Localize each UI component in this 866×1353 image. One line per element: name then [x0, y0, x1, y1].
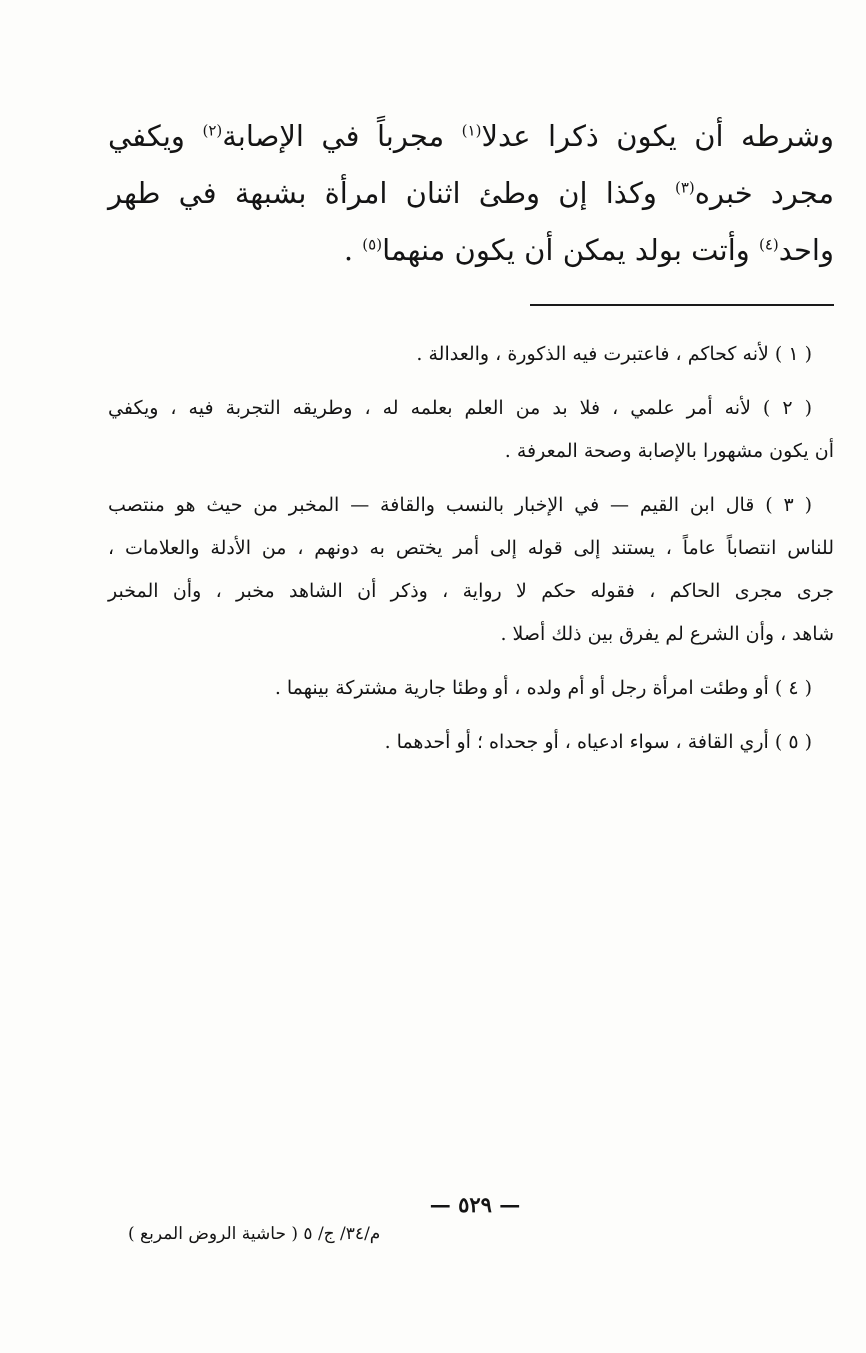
footnote-5 — [108, 721, 834, 764]
footnote-divider — [530, 304, 834, 306]
footnotes-section — [108, 333, 834, 775]
footnote-ref-3[interactable]: (٣) — [675, 178, 695, 197]
main-text-segment: واحد — [778, 233, 834, 267]
footnote-line: جرى مجرى الحاكم ، فقوله حكم لا رواية ، وذكر أن الشاهد مخبر ، وأن المخبر — [108, 580, 834, 602]
main-line-2 — [108, 165, 834, 222]
main-line-3 — [108, 222, 834, 279]
footnote-ref-2[interactable]: (٢) — [202, 121, 223, 140]
page-number: — ٥٢٩ — — [429, 1192, 521, 1217]
footnote-4 — [108, 667, 834, 710]
main-text-segment: مجرد خبره — [694, 176, 834, 210]
footnote-ref-4[interactable]: (٤) — [759, 235, 779, 254]
book-reference: م/٣٤/ ج/ ٥ ( حاشية الروض المربع ) — [128, 1224, 381, 1244]
footnote-line: ( ٣ ) قال ابن القيم — في الإخبار بالنسب والقافة — المخبر من حيث هو منتصب — [108, 494, 813, 516]
main-text-segment: وكذا إن وطئ اثنان امرأة بشبهة في طهر — [108, 176, 675, 210]
footnote-2 — [108, 387, 834, 473]
footnote-line: للناس انتصاباً عاماً ، يستند إلى قوله إلى أمر يختص به دونهم ، من الأدلة والعلامات ، — [108, 537, 834, 559]
footnote-line: شاهد ، وأن الشرع لم يفرق بين ذلك أصلا . — [500, 623, 834, 645]
main-paragraph — [108, 108, 834, 279]
footnote-line: ( ٥ ) أري القافة ، سواء ادعياه ، أو جحداه ؛ أو أحدهما . — [384, 731, 812, 753]
main-text-segment: وشرطه أن يكون ذكرا عدلا — [481, 119, 834, 153]
footnote-line: ( ١ ) لأنه كحاكم ، فاعتبرت فيه الذكورة ، والعدالة . — [416, 343, 812, 365]
footnote-line: ( ٤ ) أو وطئت امرأة رجل أو أم ولده ، أو وطئا جارية مشتركة بينهما . — [274, 677, 812, 699]
footnote-ref-1[interactable]: (١) — [461, 121, 482, 140]
footnote-line: ( ٢ ) لأنه أمر علمي ، فلا بد من العلم بعلمه له ، وطريقه التجربة فيه ، ويكفي — [108, 397, 813, 419]
footnote-ref-5[interactable]: (٥) — [362, 235, 383, 254]
footnote-line: أن يكون مشهورا بالإصابة وصحة المعرفة . — [504, 440, 834, 462]
footnote-1 — [108, 333, 834, 376]
main-line-1 — [108, 108, 834, 165]
main-text-segment: ويكفي — [108, 119, 203, 153]
main-text-segment: وأتت بولد يمكن أن يكون منهما — [382, 233, 759, 267]
footnote-3 — [108, 484, 834, 656]
main-text-segment: . — [343, 233, 363, 267]
main-text-segment: مجرباً في الإصابة — [222, 119, 462, 153]
